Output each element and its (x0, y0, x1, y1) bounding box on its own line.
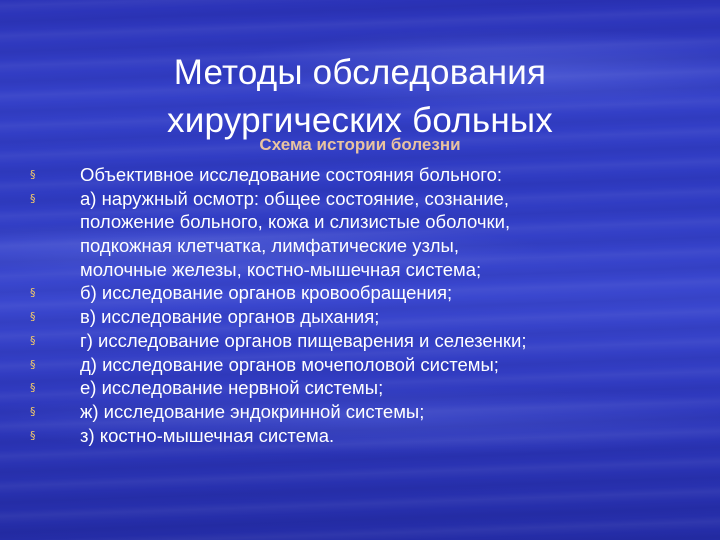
square-bullet-icon: § (30, 381, 36, 395)
title-line-1: Методы обследования (173, 53, 547, 93)
title-line-2: хирургических больных (167, 101, 553, 141)
content-list (30, 163, 710, 448)
list-item-text: з) костно-мышечная система. (80, 425, 335, 447)
square-bullet-icon: § (30, 286, 36, 300)
list-item-text: положение больного, кожа и слизистые оболочки, (80, 211, 511, 233)
list-item-text: е) исследование нервной системы; (80, 377, 384, 399)
subtitle: Схема истории болезни (259, 135, 461, 154)
list-item (30, 187, 710, 281)
list-item-text: в) исследование органов дыхания; (80, 306, 380, 328)
square-bullet-icon: § (30, 310, 36, 324)
list-item-text: г) исследование органов пищеварения и селезенки; (80, 329, 527, 351)
list-item (30, 305, 710, 329)
list-item-text: д) исследование органов мочеполовой системы; (80, 353, 499, 375)
list-item-text: ж) исследование эндокринной системы; (80, 401, 425, 423)
list-item-text: б) исследование органов кровообращения; (80, 282, 453, 304)
square-bullet-icon: § (30, 333, 36, 347)
list-item (30, 281, 710, 305)
list-item (30, 400, 710, 424)
square-bullet-icon: § (30, 168, 36, 181)
square-bullet-icon: § (30, 405, 36, 419)
list-item-text: а) наружный осмотр: общее состояние, сознание, (80, 187, 509, 209)
list-item (30, 376, 710, 400)
list-item-text: молочные железы, костно-мышечная система; (80, 258, 482, 280)
page-title (120, 49, 600, 145)
list-item (30, 163, 710, 187)
list-item (30, 329, 710, 353)
square-bullet-icon: § (30, 191, 36, 205)
list-item-text: Объективное исследование состояния больного: (80, 164, 503, 185)
square-bullet-icon: § (30, 429, 36, 443)
list-item (30, 353, 710, 377)
list-item (30, 424, 710, 448)
square-bullet-icon: § (30, 357, 36, 371)
list-item-text: подкожная клетчатка, лимфатические узлы, (80, 234, 459, 256)
